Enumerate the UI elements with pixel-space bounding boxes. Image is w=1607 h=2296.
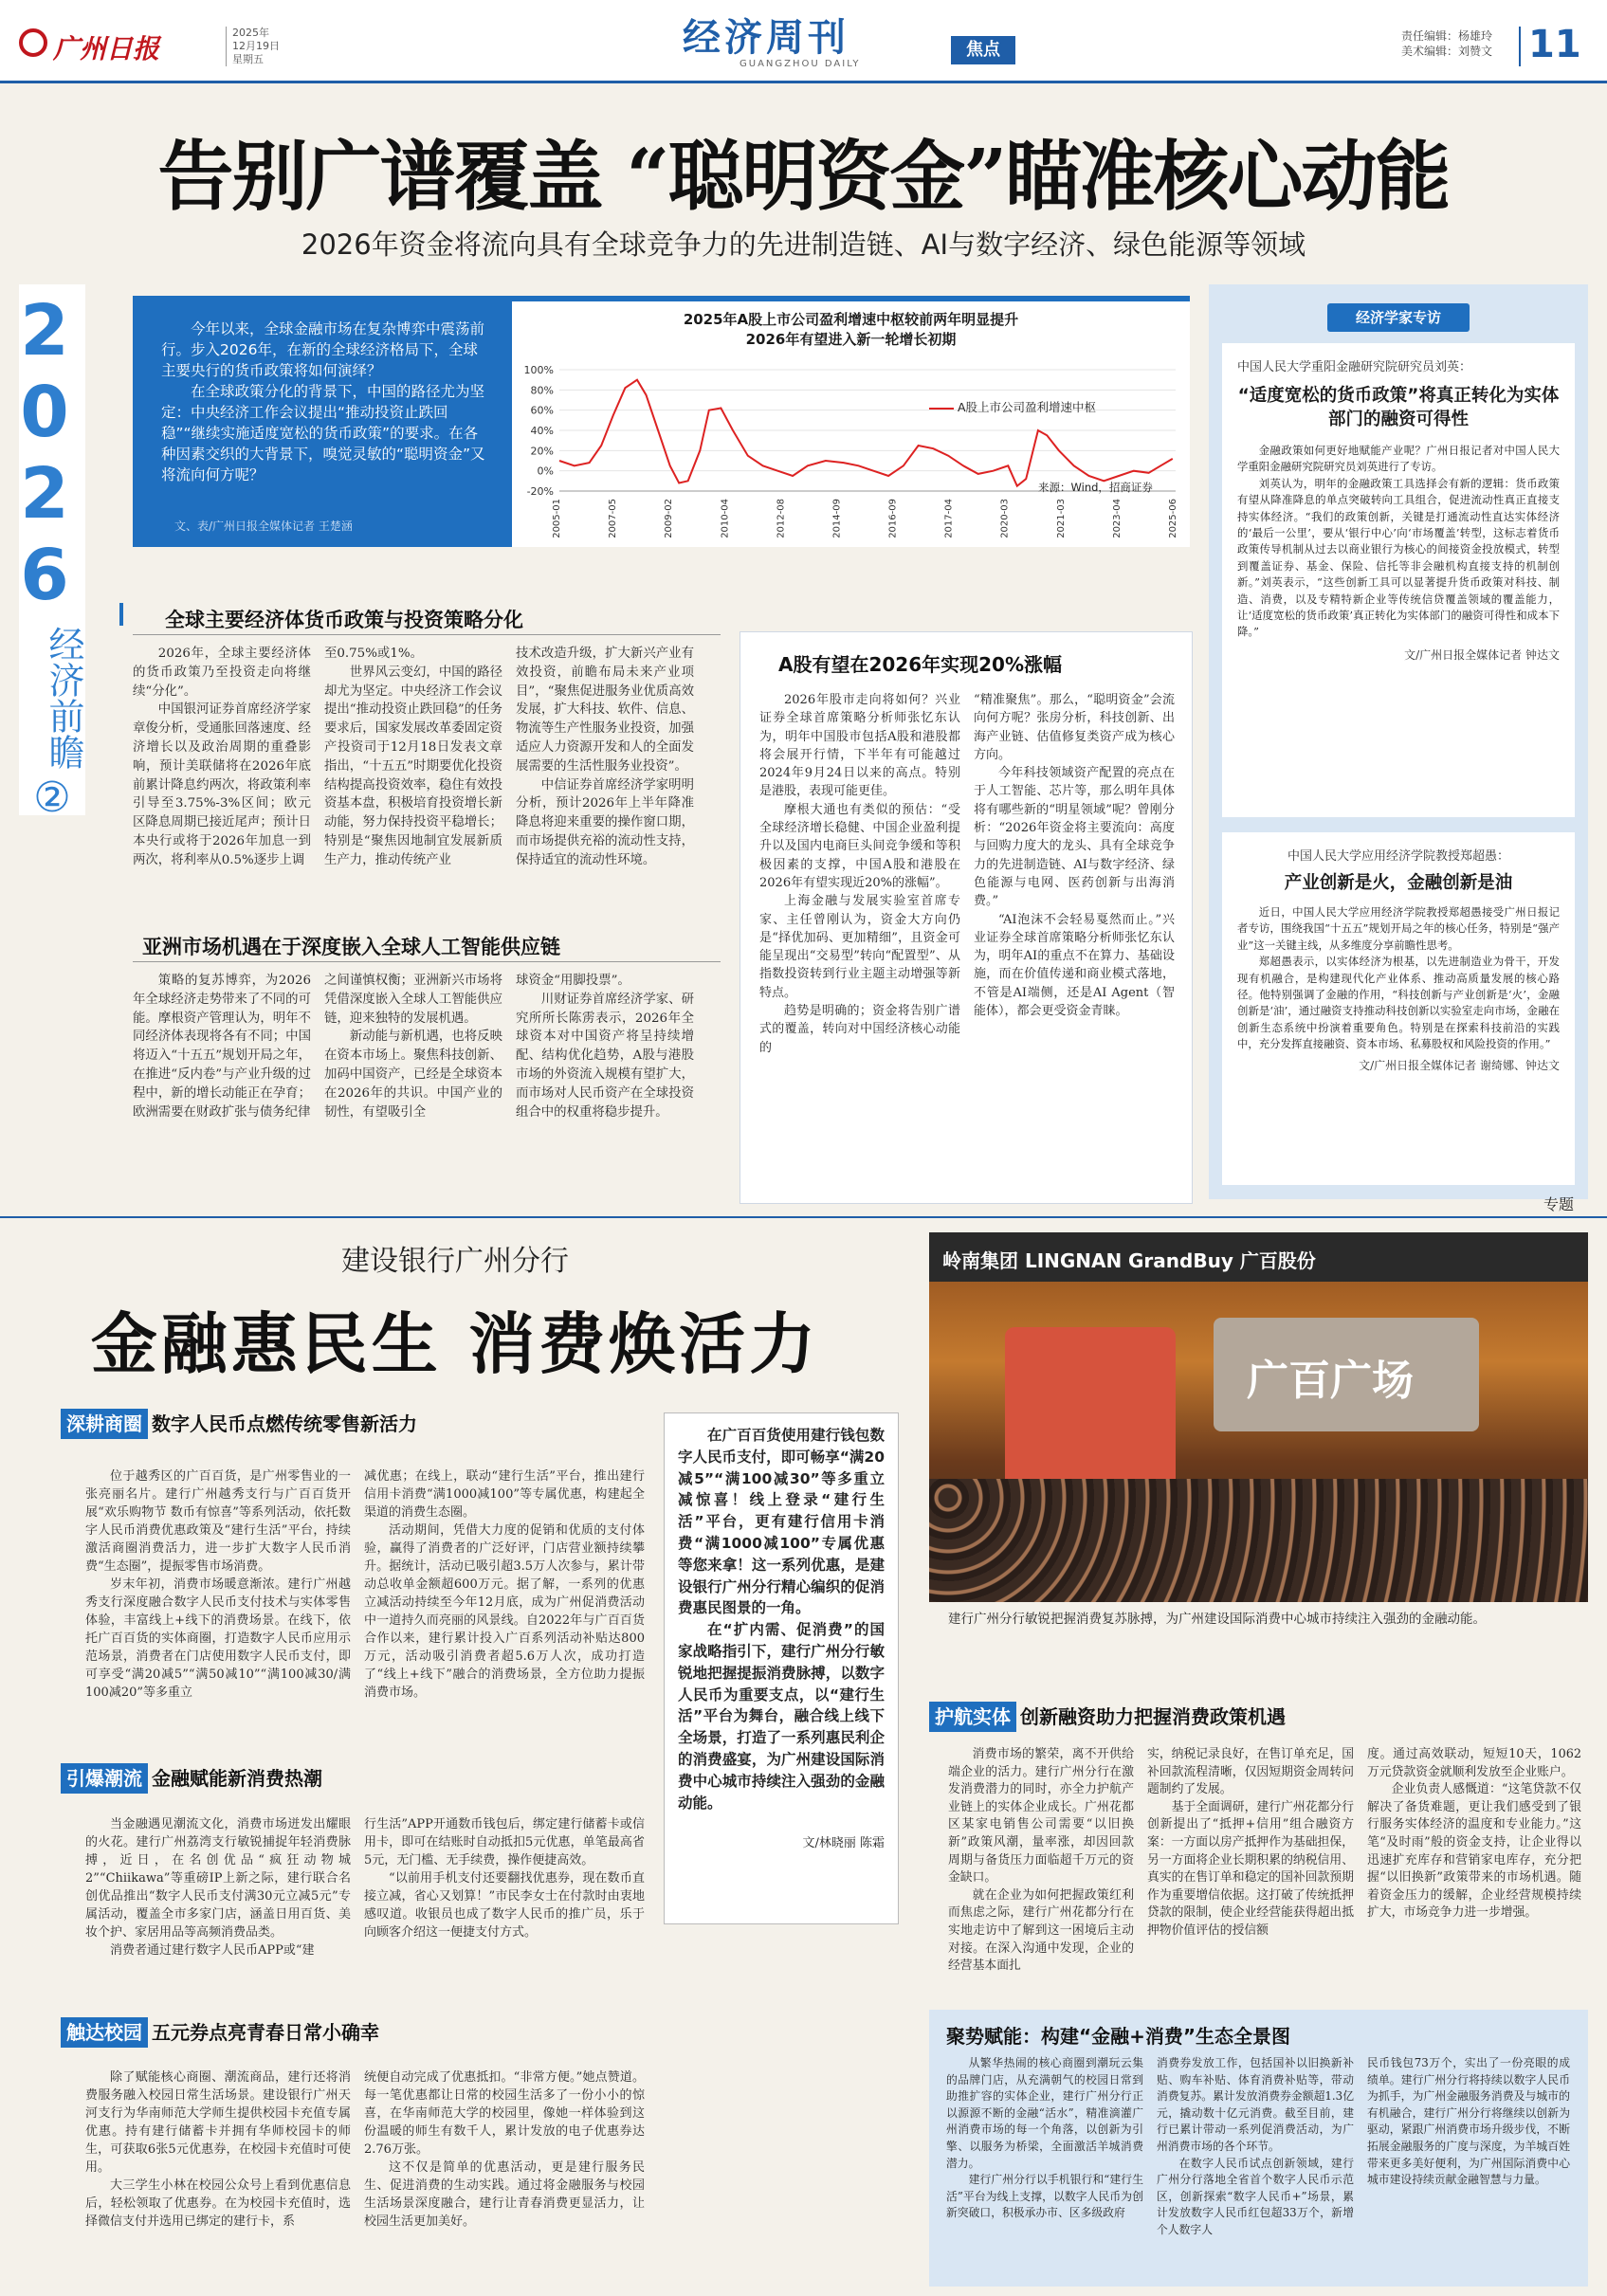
ad-s5-col-2: [1157, 2055, 1354, 2239]
x-tick-label: 2025-06: [1168, 499, 1178, 538]
ad-section-tag: 触达校园: [61, 2017, 148, 2048]
expert-body: 刘英认为，明年的金融政策工具选择会有新的逻辑：货币政策有望从降准降息的单点突破转向工具组合，促进流动性真正直接支持实体经济。“我们的政策创新，关键是打通流动性直达实体经济的‘最后一公里’，要从‘银行中心’向‘市场覆盖’转型，这标志着货币政策传导机制从过去以商业银行为核心的间接资金投放模式，转型到覆盖证券、基金、保险、信托等非会融机构直接支持的机制创新。”刘英表示，“这些创新工具可以显著提升货币政策对科技、制造、消费，以及专精特新企业等传统信贷覆盖领域的覆盖能力，让‘适度宽松的货币政策’真正转化为实体部门的融资可得性和成本下降。”: [1237, 476, 1560, 639]
ad-headline: 金融惠民生 消费焕活力: [90, 1305, 820, 1383]
ad-section-title: 金融赋能新消费热潮: [152, 1767, 322, 1790]
expert-box-2: [1222, 832, 1575, 1185]
expert-byline: 文/广州日报全媒体记者 钟达文: [1404, 647, 1560, 662]
section-3-col-1: [759, 691, 960, 1057]
section-sub: GUANGZHOU DAILY: [740, 59, 861, 69]
ad-s5-title: 聚势赋能：构建“金融+消费”生态全景图: [946, 2025, 1291, 2048]
photo-sign-3: 广百广场: [1247, 1357, 1414, 1405]
date-weekday: 星期五: [232, 53, 264, 65]
paragraph: 策略的复苏博弈，为2026年全球经济走势带来了不同的可能。摩根资产管理认为，明年不同经济体表现将各有不同；中国将迈入“十五五”规划开局之年，在推进“反内卷”与产业升级的过程中，新的增长动能正在孕育；欧洲需要在财政扩张与债务纪律: [133, 974, 311, 1120]
ad-s4-col-2: [1147, 1746, 1354, 1941]
ad-byline: 文/林晓丽 陈霜: [802, 1836, 885, 1851]
x-tick-label: 2005-01: [552, 499, 562, 538]
feature-subheadline: 2026年资金将流向具有全球竞争力的先进制造链、AI与数字经济、绿色能源等领域: [301, 228, 1306, 261]
ad-s5-col-1: [946, 2055, 1143, 2222]
ad-section-header: [61, 1409, 648, 1441]
ad-kicker: 建设银行广州分行: [341, 1245, 569, 1278]
paragraph: 这不仅是简单的优惠活动，更是建行服务民生、促进消费的生动实践。通过将金融服务与校园生活场景深度融合，建行让青春消费更显活力，让校园生活更加美好。: [364, 2160, 645, 2229]
ad-section-title: 创新融资助力把握消费政策机遇: [1020, 1705, 1286, 1728]
paragraph: 世界风云变幻，中国的路径却尤为坚定。中央经济工作会议提出“推动投资止跌回稳”的任务要求后，国家发展改革委固定资产投资司于12月18日发表文章指出，“十五五”时期要优化投资结构提高投资效率，稳住有效投资基本盘，积极培育投资增长新动能，努力保持投资平稳增长；特别是“聚焦因地制宜发展新质生产力，推动传统产业: [324, 665, 502, 867]
x-tick-label: 2020-03: [999, 499, 1011, 538]
expert-headline: “适度宽松的货币政策”将真正转化为实体部门的融资可得性: [1237, 386, 1560, 429]
mall-photo: [929, 1232, 1588, 1602]
paragraph: 消费券发放工作，包括国补以旧换新补贴、购车补贴、体育消费补贴等，带动消费复苏。累计发放消费券金额超1.3亿元，撬动数十亿元消费。截至目前，建行已累计带动一系列促消费活动，为广州消费市场的各个环节。: [1157, 2056, 1354, 2153]
paragraph: 民币钱包73万个，实出了一份亮眼的成绩单。建行广州分行将持续以数字人民币为抓手，为广州金融服务消费及与城市的有机融合，建行广州分行将继续以创新为驱动，紧跟广州消费市场升级步伐，不断拓展金融服务的广度与深度，为羊城百姓带来更多美好便利，为广州国际消费中心城市建设持续贡献金融智慧与力量。: [1367, 2056, 1570, 2187]
x-tick-label: 2017-04: [943, 499, 955, 538]
ad-s1-col-2: [364, 1467, 645, 1702]
side-text: 经济前瞻: [43, 626, 84, 770]
section-2-col-2: [324, 972, 502, 1121]
logo-icon: [19, 28, 47, 57]
expert-body: 近日，中国人民大学应用经济学院教授郑超愚接受广州日报记者专访，围绕我国“十五五”规划开局之年的核心任务，特别是“强产业”这一关键主线，从多维度分享前瞻性思考。: [1237, 905, 1560, 952]
side-number: ②: [33, 774, 71, 822]
y-tick-label: 40%: [530, 425, 554, 437]
paragraph: 至0.75%或1%。: [324, 647, 423, 661]
paragraph: 行生活”APP开通数币钱包后，绑定建行储蓄卡或信用卡，即可在结账时自动抵扣5元优惠，单笔最高省5元，无门槛、无手续费，操作便捷高效。: [364, 1817, 645, 1868]
date-block: [226, 27, 280, 66]
section-1-col-2: [324, 645, 502, 870]
y-tick-label: 80%: [530, 384, 554, 397]
paragraph: 今年科技领域资产配置的亮点在于人工智能、芯片等，那么明年具体将有哪些新的“明星领域”呢？曾刚分析：“2026年资金将主要流向：高度与回购力度大的龙头、具有全球竞争力的先进制造链、AI与数字经济、绿色能源与电网、医药创新与出海消费。”: [974, 766, 1175, 909]
paragraph: 大三学生小林在校园公众号上看到优惠信息后，轻松领取了优惠券。在为校园卡充值时，选择微信支付并选用已绑定的建行卡，系: [85, 2178, 351, 2229]
section-tag: 焦点: [951, 36, 1015, 64]
chart-panel: [512, 296, 1190, 547]
legend-label: A股上市公司盈利增速中枢: [958, 400, 1097, 414]
feature-headline: 告别广谱覆盖 “聪明资金”瞄准核心动能: [157, 132, 1450, 221]
ad-s5-box: [929, 2010, 1588, 2287]
paragraph: 建行广州分行以手机银行和“建行生活”平台为线上支撑，以数字人民币为创新突破口，积极承办市、区多级政府: [946, 2173, 1143, 2220]
photo-crowd: [929, 1479, 1588, 1602]
side-banner: [4, 284, 85, 822]
x-tick-label: 2010-04: [720, 499, 731, 538]
ad-section-title: 五元券点亮青春日常小确幸: [152, 2021, 379, 2044]
section-2-col-1: [133, 972, 311, 1121]
y-tick-label: 60%: [530, 404, 554, 417]
expert-box-1: [1222, 343, 1575, 817]
ad-section-tag: 引爆潮流: [61, 1763, 148, 1794]
series-line: [559, 380, 1173, 486]
expert-byline: 文/广州日报全媒体记者 谢绮娜、钟达文: [1359, 1058, 1560, 1072]
ad-callout-text-2: 在“扩内需、促消费”的国家战略指引下，建行广州分行敏锐地把握提振消费脉搏，以数字人民币为重要支点，以“建行生活”平台为舞台，融合线上线下全场景，打造了一系列惠民利企的消费盛宴，为广州建设国际消费中心城市持续注入强劲的金融动能。: [678, 1621, 885, 1812]
ad-callout-box: [664, 1412, 899, 1924]
expert-intro: 中国人民大学应用经济学院教授郑超愚：: [1287, 849, 1509, 864]
editor-block: [1401, 28, 1492, 59]
expert-body: 郑超愚表示，以实体经济为根基，以先进制造业为骨干，开发现有机融合，是构建现代化产业体系、推动高质量发展的核心路径。他特别强调了金融的作用，“科技创新与产业创新是‘火’，金融创新是‘油’，通过融资支持推动科技创新以实验室走向市场，金融在创新生态系统中扮演着重要角色。特别是在探索科技前沿的实践中，充分发挥直接融资、资本市场、私募股权和风险投资的作用。”: [1237, 955, 1560, 1051]
paragraph: 除了赋能核心商圈、潮流商品，建行还将消费服务融入校园日常生活场景。建设银行广州天河支行为华南师范大学师生提供校园卡充值专属优惠。持有建行储蓄卡并拥有华师校园卡的师生，可获取6张5元优惠券，在校园卡充值时可使用。: [85, 2070, 351, 2175]
logo-text: 广州日报: [53, 33, 160, 64]
paragraph: 基于全面调研，建行广州花都分行创新提出了“抵押+信用”组合融资方案：一方面以房产抵押作为基础担保，另一方面将企业长期积累的纳税信用、真实的在售订单和稳定的国补回款预期作为重要增信依据。这打破了传统抵押贷款的限制，使企业经营能获得超出抵押物价值评估的授信额: [1147, 1799, 1354, 1938]
intro-byline: 文、表/广州日报全媒体记者 王楚涵: [174, 519, 353, 533]
ad-section-header: [61, 1763, 648, 1795]
x-tick-label: 2007-05: [608, 499, 619, 538]
section-3-title: A股有望在2026年实现20%涨幅: [778, 653, 1063, 676]
ad-section-tag: 护航实体: [929, 1702, 1016, 1732]
paragraph: “以前用手机支付还要翻找优惠券，现在数币直接立减，省心又划算！”市民李女士在付款时由衷地感叹道。收银员也成了数字人民币的推广员，乐于向顾客介绍这一便捷支付方式。: [364, 1871, 645, 1940]
date-year: 2025年: [232, 27, 269, 39]
paragraph: 趋势是明确的；资金将告别广谱式的覆盖，转向对中国经济核心动能的: [759, 1004, 960, 1055]
chart-source: 来源：Wind，招商证券: [1038, 481, 1153, 494]
ad-s4-col-1: [948, 1746, 1134, 1976]
chart-title: 2025年A股上市公司盈利增速中枢较前两年明显提升: [683, 311, 1019, 328]
paragraph: 活动期间，凭借大力度的促销和优质的支付体验，赢得了消费者的广泛好评，门店营业额持续攀升。据统计，活动已吸引超3.5万人次参与，累计带动总收单金额超600万元。据了解，一系列的优惠立减活动持续至今年12月底，成为广州促消费活动中一道持久而亮丽的风景线。自2022年与广百百货合作以来，建行累计投入广百系列活动补贴达800万元，活动吸引消费者超5.6万人次，成功打造了“线上+线下”融合的消费场景，全方位助力提振消费市场。: [364, 1523, 645, 1700]
expert-tag: 经济学家专访: [1327, 303, 1470, 332]
paragraph: 度。通过高效联动，短短10天，1062万元贷款资金就顺利发放至企业账户。: [1367, 1747, 1581, 1779]
ad-callout-text: 在广百百货使用建行钱包数字人民币支付，即可畅享“满20减5”“满100减30”等多重立减惊喜！线上登录“建行生活”平台，更有建行信用卡消费“满1000减100”专属优惠等您来拿！这一系列优惠，是建设银行广州分行精心编织的促消费惠民图景的一角。: [678, 1427, 885, 1617]
page-divider: [1519, 27, 1521, 66]
y-tick-label: 20%: [530, 445, 554, 458]
paragraph: “精准聚焦”。那么，“聪明资金”会流向何方呢？张房分析，科技创新、出海产业链、估值修复类资产成为核心方向。: [974, 693, 1175, 762]
section-3-col-2: [974, 691, 1175, 1020]
y-tick-label: -20%: [526, 485, 554, 498]
section-1-col-3: [516, 645, 694, 870]
paragraph: 企业负责人感慨道：“这笔贷款不仅解决了备货难题，更让我们感受到了银行服务实体经济的温度和专业能力。”这笔“及时雨”般的资金支持，让企业得以迅速扩充库存和营销家电库存，充分把握“以旧换新”政策带来的市场机遇。随着资金压力的缓解，企业经营规模持续扩大，市场竞争力进一步增强。: [1367, 1782, 1581, 1921]
chart-legend: [929, 398, 1096, 415]
paragraph: 中信证券首席经济学家明明分析，预计2026年上半年降准降息将迎来重要的操作窗口期，而市场提供充裕的流动性支持，保持适宜的流动性环境。: [516, 777, 694, 867]
editor-line: 责任编辑：杨雄玲: [1401, 29, 1493, 43]
ad-s2-col-1: [85, 1815, 351, 1959]
ad-s4-col-3: [1367, 1746, 1581, 1922]
paragraph: 球资金“用脚投票”。: [516, 974, 630, 988]
paragraph: 当金融遇见潮流文化，消费市场迸发出耀眼的火花。建行广州荔湾支行敏锐捕捉年轻消费脉搏，近日，在名创优品“疯狂动物城2”“Chiikawa”等重磅IP上新之际，建行联合名创优品推出“数字人民币支付满30元立减5元”专属活动，覆盖全市多家门店，涵盖日用百货、美妆个护、家居用品等高频消费品类。: [85, 1817, 351, 1940]
section-title: 经济周刊: [683, 15, 849, 60]
x-tick-label: 2009-02: [664, 499, 675, 538]
line-chart: [512, 358, 1190, 553]
expert-headline: 产业创新是火，金融创新是油: [1284, 873, 1513, 893]
ad-section-header: [61, 2017, 648, 2050]
paragraph: 岁末年初，消费市场暖意渐浓。建行广州越秀支行深度融合数字人民币支付技术与实体零售体验，丰富线上+线下的消费场景。在线下，依托广百百货的实体商圈，打造数字人民币应用示范场景，消费者在门店使用数字人民币支付，即可享受“满20减5”“满50减10”“满100减30/满100减20”等多重立: [85, 1577, 351, 1700]
page-number: 11: [1528, 23, 1581, 66]
ad-section-header: [929, 1702, 1517, 1734]
photo-sign-1: 岭南集团 LINGNAN: [942, 1249, 1123, 1272]
side-year: 2026: [4, 290, 85, 616]
topic-label: 专题: [1543, 1195, 1575, 1213]
x-tick-label: 2014-09: [831, 499, 843, 538]
editor-line: 美术编辑：刘赞文: [1401, 45, 1493, 58]
photo-caption: 建行广州分行敏锐把握消费复苏脉搏，为广州建设国际消费中心城市持续注入强劲的金融动能。: [948, 1612, 1486, 1627]
paragraph: 2026年股市走向将如何？兴业证券全球首席策略分析师张忆东认为，明年中国股市包括A股和港股都将会展开行情，下半年有可能越过2024年9月24日以来的高点。特别是港股，表现可能更佳。: [759, 693, 960, 799]
intro-box: [133, 296, 512, 547]
paragraph: 就在企业为如何把握政策红利而焦虑之际，建行广州花都分行在实地走访中了解到这一困境后主动对接。在深入沟通中发现，企业的经营基本面扎: [948, 1887, 1134, 1974]
masthead: [0, 0, 1607, 83]
paragraph: 统便自动完成了优惠抵扣。“非常方便。”她点赞道。每一笔优惠都让日常的校园生活多了一份小小的惊喜，在华南师范大学的校园里，像她一样体验到这份温暖的师生有数千人，累计发放的电子优惠券达2.76万张。: [364, 2070, 645, 2157]
section-1-header: [133, 597, 721, 635]
ad-s3-col-1: [85, 2068, 351, 2231]
paragraph: 位于越秀区的广百百货，是广州零售业的一张亮丽名片。建行广州越秀支行与广百百货开展“欢乐购物节 数币有惊喜”等系列活动，依托数字人民币消费优惠政策及“建行生活”平台，持续激活商圈消费活力，进一步扩大数字人民币消费“生态圈”，提振零售市场消费。: [85, 1469, 351, 1574]
section-2-col-3: [516, 972, 694, 1121]
paragraph: 消费市场的繁荣，离不开供给端企业的活力。建行广州分行在激发消费潜力的同时，亦全力护航产业链上的实体企业成长。广州花都区某家电销售公司需要“以旧换新”政策风潮，量率涨，却因回款周期与备货压力面临超千万元的资金缺口。: [948, 1747, 1134, 1886]
intro-paragraph: 今年以来，全球金融市场在复杂博弈中震荡前行。步入2026年，在新的全球经济格局下，全球主要央行的货币政策将如何演绎？: [161, 320, 485, 379]
section-divider: [0, 1216, 1607, 1218]
paragraph: 中国银河证券首席经济学家章俊分析，受通胀回落速度、经济增长以及政治周期的重叠影响，预计美联储将在2026年底前累计降息约两次，将政策利率引导至3.75%-3%区间；欧元区降息周期已接近尾声；预计日本央行或将于2026年加息一到两次，将利率从0.5%逐步上调: [133, 702, 311, 867]
ad-s1-col-1: [85, 1467, 351, 1702]
expert-column: [1209, 284, 1588, 1199]
photo-sign-2: GrandBuy 广百股份: [1128, 1249, 1316, 1272]
intro-paragraph: 在全球政策分化的背景下，中国的路径尤为坚定：中央经济工作会议提出“推动投资止跌回稳”“继续实施适度宽松的货币政策”的要求。在各种因素交织的大背景下，嗅觉灵敏的“聪明资金”又将流向何方呢？: [161, 383, 485, 483]
photo-display: [1005, 1327, 1176, 1498]
section-2-header: [133, 924, 721, 962]
x-tick-label: 2023-04: [1111, 499, 1123, 538]
legend-line: [929, 408, 954, 410]
paragraph: 实，纳税记录良好，在售订单充足，国补回款流程清晰，仅因短期资金周转问题制约了发展。: [1147, 1747, 1354, 1797]
section-marker: [119, 603, 123, 626]
ad-s2-col-2: [364, 1815, 645, 1941]
expert-intro: 中国人民大学重阳金融研究院研究员刘英：: [1237, 360, 1472, 374]
paragraph: 新动能与新机遇，也将反映在资本市场上。聚焦科技创新、加码中国资产，已经是全球资本在2026年的共识。中国产业的韧性，有望吸引全: [324, 1030, 502, 1120]
section-1-col-1: [133, 645, 311, 870]
x-tick-label: 2012-08: [776, 499, 787, 538]
paragraph: “AI泡沫不会轻易戛然而止。”兴业证券全球首席策略分析师张忆东认为，明年AI的重点不在算力、基础设施，而在价值传递和商业模式落地，不管是AI端侧，还是AI Agent（智能体），都会更受资金青睐。: [974, 912, 1175, 1019]
paragraph: 消费者通过建行数字人民币APP或“建: [110, 1943, 315, 1958]
section-2-title: 亚洲市场机遇在于深度嵌入全球人工智能供应链: [142, 936, 560, 958]
section-3-box: [740, 631, 1193, 1204]
y-tick-label: 0%: [537, 465, 554, 478]
y-tick-label: 100%: [523, 364, 554, 376]
paragraph: 摩根大通也有类似的预估：“受全球经济增长稳健、中国企业盈利提升以及国内电商巨头间竞争缓和等积极因素的支撑，中国A股和港股在2026年有望实现近20%的涨幅”。: [759, 802, 960, 890]
date-day: 12月19日: [232, 40, 280, 52]
paragraph: 在数字人民币试点创新领域，建行广州分行落地全省首个数字人民币示范区，创新探索“数字人民币+”场景，累计发放数字人民币红包超33万个，新增个人数字人: [1157, 2156, 1354, 2236]
expert-body: 金融政策如何更好地赋能产业呢？广州日报记者对中国人民大学重阳金融研究院研究员刘英进行了专访。: [1237, 444, 1560, 474]
paragraph: 从繁华热闹的核心商圈到潮玩云集的品牌门店，从充满朝气的校园日常到助推扩容的实体企业，建行广州分行正以源源不断的金融“活水”，精准滴灌广州消费市场的每一个角落，以创新为引擎、以服务为桥梁，全面激活羊城消费潜力。: [946, 2056, 1143, 2170]
paragraph: 技术改造升级，扩大新兴产业有效投资，前瞻布局未来产业项目”，“聚焦促进服务业优质高效发展，扩大科技、软件、信息、物流等生产性服务业投资，加强适应人力资源开发和人的全面发展需要的生活性服务业投资”。: [516, 647, 694, 774]
section-1-title: 全球主要经济体货币政策与投资策略分化: [165, 609, 523, 631]
ad-section-tag: 深耕商圈: [61, 1409, 148, 1439]
paragraph: 之间谨慎权衡；亚洲新兴市场将凭借深度嵌入全球人工智能供应链，迎来独特的发展机遇。: [324, 974, 502, 1026]
ad-s3-col-2: [364, 2068, 645, 2231]
paragraph: 减优惠；在线上，联动“建行生活”平台，推出建行信用卡消费“满1000减100”等专属优惠，构建起全渠道的消费生态圈。: [364, 1469, 645, 1520]
ad-section-title: 数字人民币点燃传统零售新活力: [152, 1412, 417, 1435]
paragraph: 川财证券首席经济学家、研究所所长陈雳表示，2026年全球资本对中国资产将呈持续增配、结构优化趋势，A股与港股市场的外资流入规模有望扩大，而市场对人民币资产在全球投资组合中的权重将稳步提升。: [516, 992, 694, 1120]
x-tick-label: 2016-09: [887, 499, 899, 538]
x-tick-label: 2021-03: [1055, 499, 1067, 538]
paragraph: 2026年，全球主要经济体的货币政策乃至投资走向将继续“分化”。: [133, 647, 311, 699]
ad-s5-col-3: [1367, 2055, 1570, 2189]
chart-title-2: 2026年有望进入新一轮增长初期: [745, 331, 957, 348]
paragraph: 上海金融与发展实验室首席专家、主任曾刚认为，资金大方向仍是“择优加码、更加精细”，且资金可能呈现出“交易型”转向“配置型”、从指数投资转到行业主题主动增强等新特点。: [759, 894, 960, 1000]
